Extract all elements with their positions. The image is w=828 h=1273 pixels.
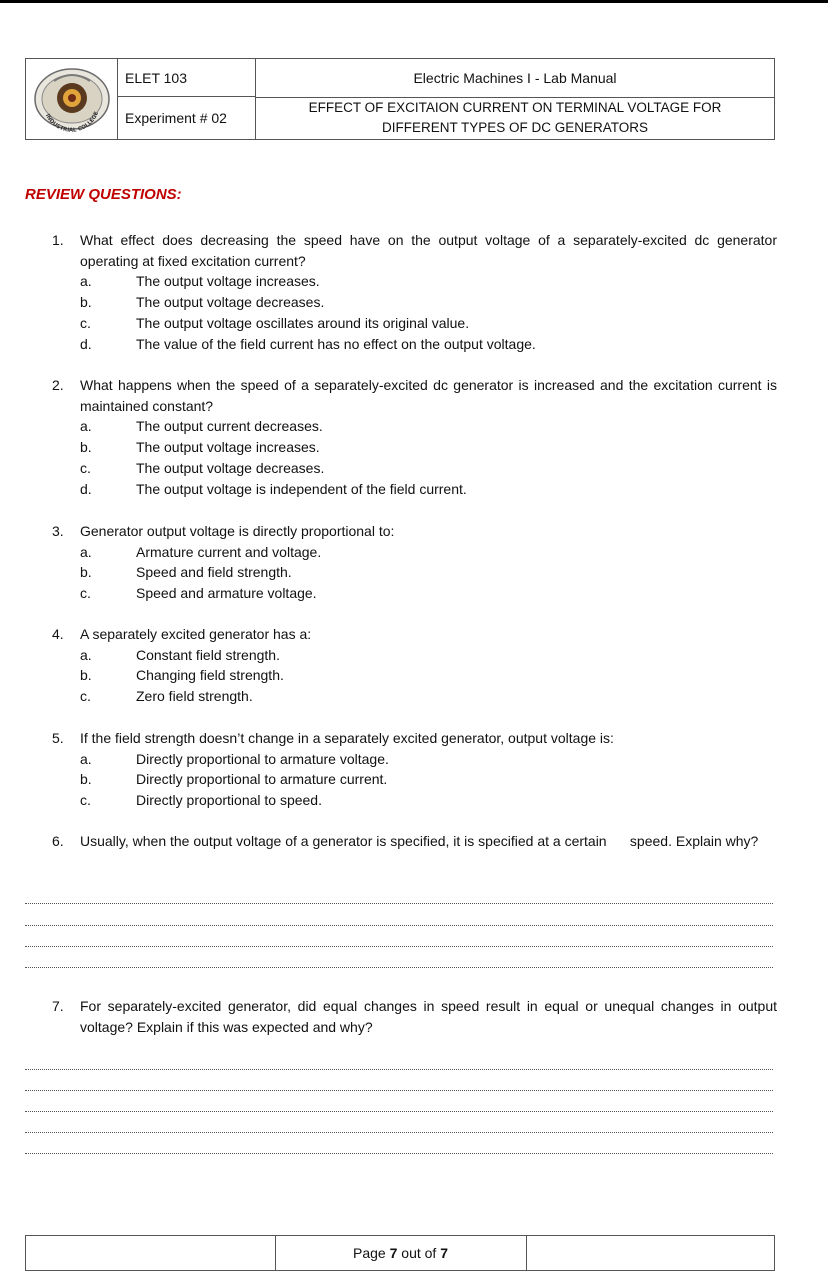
option-letter: c. bbox=[80, 459, 91, 476]
question-3 bbox=[52, 521, 777, 604]
option-text: Speed and field strength. bbox=[136, 564, 292, 581]
answer-line[interactable] bbox=[25, 1111, 773, 1112]
option-text: Zero field strength. bbox=[136, 688, 253, 705]
question-number: 5. bbox=[52, 730, 64, 746]
option-letter: b. bbox=[80, 293, 92, 310]
option-text: The output voltage is independent of the field current. bbox=[136, 480, 467, 497]
option-a bbox=[52, 271, 777, 292]
experiment-title-line2: DIFFERENT TYPES OF DC GENERATORS bbox=[381, 120, 649, 135]
logo-text: INDUSTRIAL COLLEGE bbox=[43, 110, 101, 134]
question-number: 1. bbox=[52, 232, 64, 248]
college-seal-icon bbox=[26, 59, 117, 139]
option-text: Directly proportional to speed. bbox=[136, 792, 322, 809]
option-c bbox=[52, 686, 777, 707]
footer-cell-right bbox=[526, 1236, 774, 1270]
option-c bbox=[52, 458, 777, 479]
question-text: If the field strength doesn’t change in a separately excited generator, output voltage is: bbox=[80, 730, 614, 746]
option-c bbox=[52, 583, 777, 604]
option-text: Directly proportional to armature voltage. bbox=[136, 750, 389, 767]
question-7 bbox=[52, 996, 777, 1037]
experiment-title-line1: EFFECT OF EXCITAION CURRENT ON TERMINAL VOLTAGE FOR bbox=[308, 100, 722, 115]
option-letter: b. bbox=[80, 438, 92, 455]
option-letter: b. bbox=[80, 771, 92, 788]
section-title: REVIEW QUESTIONS: bbox=[25, 186, 182, 203]
question-text: What effect does decreasing the speed have on the output voltage of a separately-excited dc generator operating at fixed excitation current? bbox=[80, 232, 777, 269]
option-text: Changing field strength. bbox=[136, 667, 284, 684]
option-text: The output voltage increases. bbox=[136, 438, 320, 455]
answer-line[interactable] bbox=[25, 1153, 773, 1154]
option-a bbox=[52, 542, 777, 563]
question-number: 4. bbox=[52, 626, 64, 642]
question-text: What happens when the speed of a separately-excited dc generator is increased and the excitation current is maintained constant? bbox=[80, 377, 777, 414]
question-number: 6. bbox=[52, 833, 64, 849]
option-a bbox=[52, 749, 777, 770]
answer-line[interactable] bbox=[25, 1132, 773, 1133]
page-footer bbox=[25, 1235, 775, 1271]
option-letter: a. bbox=[80, 646, 92, 663]
option-text: The output voltage decreases. bbox=[136, 293, 325, 310]
option-text: The value of the field current has no effect on the output voltage. bbox=[136, 335, 536, 352]
answer-line[interactable] bbox=[25, 1069, 773, 1070]
of-label: out of bbox=[401, 1245, 437, 1261]
answer-line[interactable] bbox=[25, 903, 773, 904]
option-letter: d. bbox=[80, 480, 92, 497]
option-letter: a. bbox=[80, 273, 92, 290]
option-b bbox=[52, 769, 777, 790]
option-text: The output current decreases. bbox=[136, 418, 323, 435]
question-text: Generator output voltage is directly proportional to: bbox=[80, 523, 395, 539]
option-letter: b. bbox=[80, 667, 92, 684]
question-number: 7. bbox=[52, 998, 64, 1014]
question-4 bbox=[52, 624, 777, 707]
question-number: 2. bbox=[52, 377, 64, 393]
course-code: ELET 103 bbox=[117, 59, 256, 97]
option-letter: c. bbox=[80, 585, 91, 602]
option-letter: d. bbox=[80, 335, 92, 352]
answer-line[interactable] bbox=[25, 1090, 773, 1091]
experiment-number: Experiment # 02 bbox=[117, 97, 256, 139]
question-text: Usually, when the output voltage of a generator is specified, it is specified at a certain speed. Explain why? bbox=[80, 833, 759, 849]
experiment-title bbox=[256, 97, 774, 139]
option-c bbox=[52, 790, 777, 811]
question-2 bbox=[52, 375, 777, 499]
college-logo bbox=[26, 59, 118, 139]
option-letter: a. bbox=[80, 418, 92, 435]
option-text: Armature current and voltage. bbox=[136, 543, 322, 560]
option-letter: a. bbox=[80, 543, 92, 560]
answer-line[interactable] bbox=[25, 967, 773, 968]
option-text: The output voltage oscillates around its original value. bbox=[136, 314, 470, 331]
option-b bbox=[52, 665, 777, 686]
question-text: For separately-excited generator, did equal changes in speed result in equal or unequal changes in output voltage? Explain if this was expected and why? bbox=[80, 998, 777, 1035]
question-5 bbox=[52, 728, 777, 811]
option-a bbox=[52, 416, 777, 437]
option-c bbox=[52, 313, 777, 334]
option-b bbox=[52, 562, 777, 583]
option-b bbox=[52, 292, 777, 313]
option-d bbox=[52, 479, 777, 500]
option-d bbox=[52, 334, 777, 355]
option-text: The output voltage decreases. bbox=[136, 459, 325, 476]
option-text: The output voltage increases. bbox=[136, 273, 320, 290]
option-text: Speed and armature voltage. bbox=[136, 585, 317, 602]
top-border bbox=[0, 0, 828, 3]
page-label: Page bbox=[353, 1245, 386, 1261]
total-pages: 7 bbox=[440, 1245, 448, 1261]
option-a bbox=[52, 645, 777, 666]
question-number: 3. bbox=[52, 523, 64, 539]
option-letter: b. bbox=[80, 564, 92, 581]
question-text: A separately excited generator has a: bbox=[80, 626, 312, 642]
option-letter: a. bbox=[80, 750, 92, 767]
page-number: 7 bbox=[389, 1245, 398, 1261]
option-letter: c. bbox=[80, 792, 91, 809]
option-b bbox=[52, 437, 777, 458]
page-indicator bbox=[275, 1236, 527, 1270]
question-6 bbox=[52, 831, 777, 852]
header-table bbox=[25, 58, 775, 140]
option-text: Directly proportional to armature current. bbox=[136, 771, 388, 788]
option-letter: c. bbox=[80, 314, 91, 331]
question-1 bbox=[52, 230, 777, 354]
answer-line[interactable] bbox=[25, 925, 773, 926]
option-text: Constant field strength. bbox=[136, 646, 280, 663]
answer-line[interactable] bbox=[25, 946, 773, 947]
footer-cell-left bbox=[26, 1236, 276, 1270]
manual-title: Electric Machines I - Lab Manual bbox=[256, 59, 774, 98]
option-letter: c. bbox=[80, 688, 91, 705]
